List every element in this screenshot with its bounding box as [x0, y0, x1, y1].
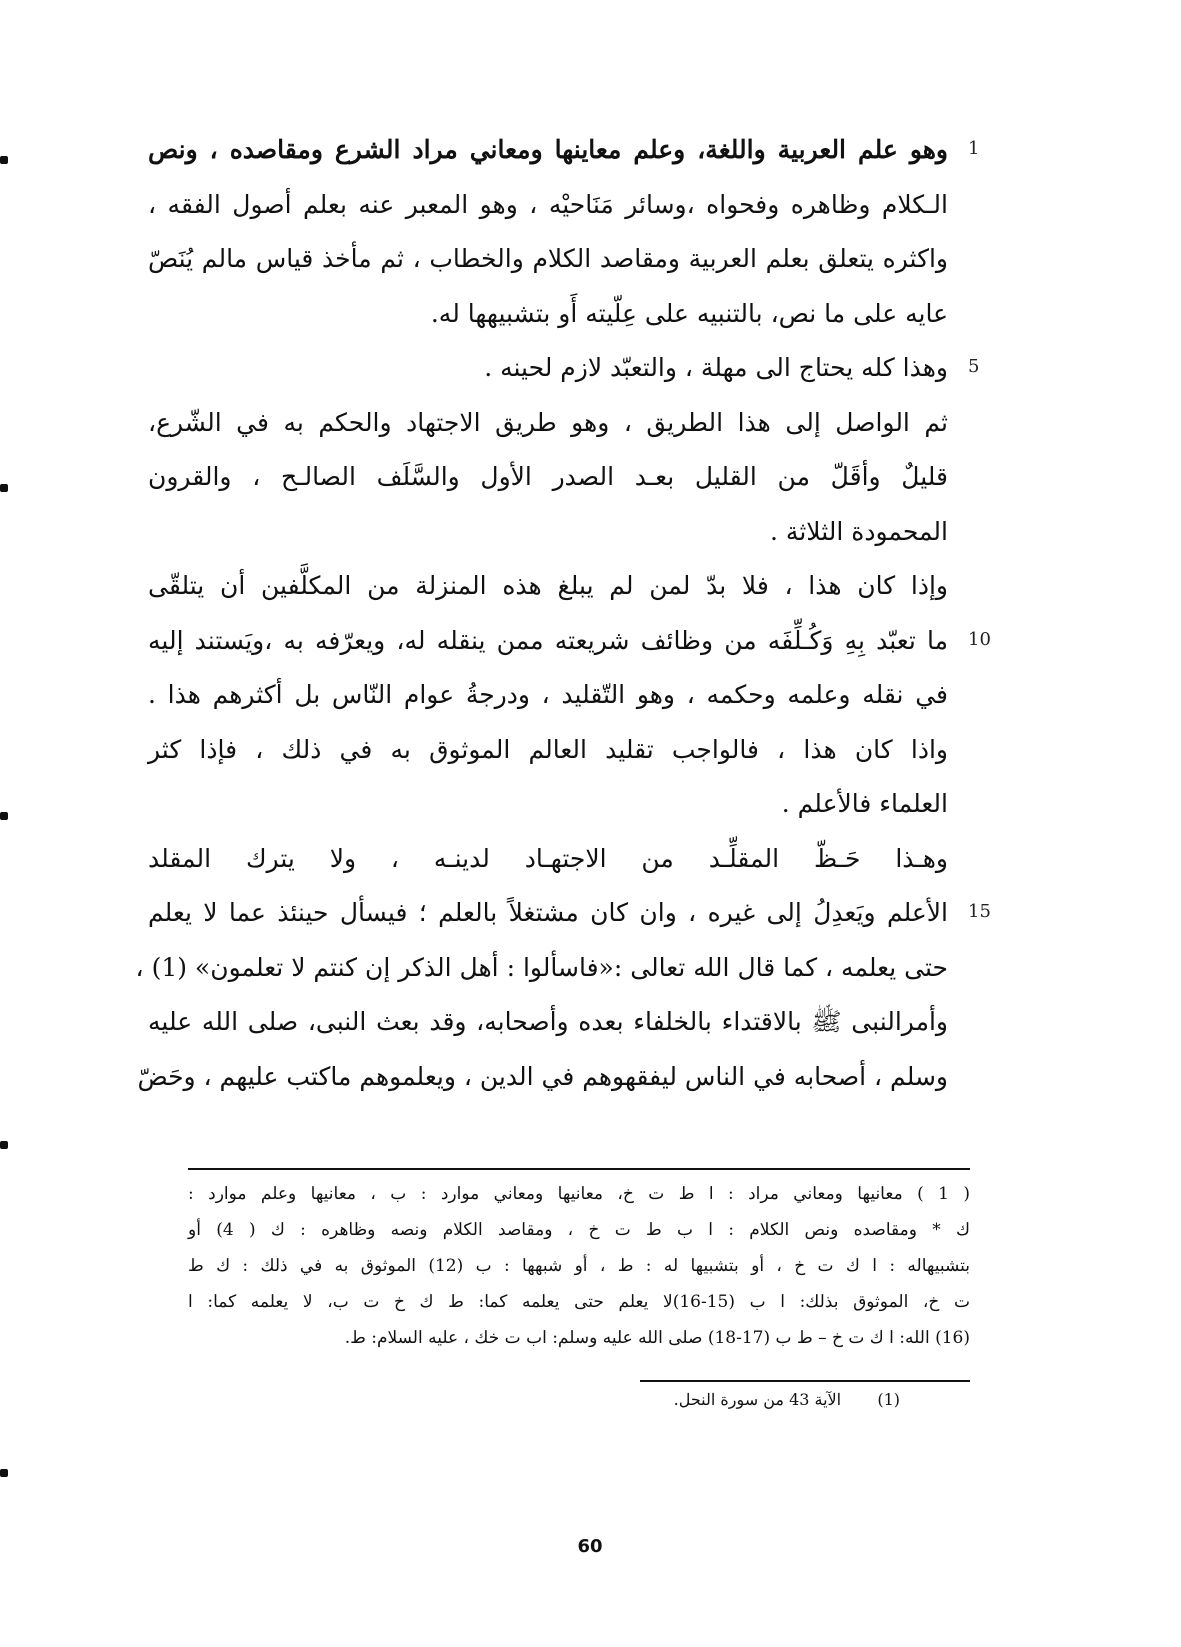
variant-note-line: بتشبيهاله : ا ك ت خ ، أو بتشبيها له : ط ، أو شبهها : ب (12) الموثوق به في ذلك : ك ط — [188, 1256, 971, 1276]
source-note-text: الآية 43 من سورة النحل. — [673, 1390, 842, 1409]
variant-note-line: ت خ، الموثوق بذلك: ا ب (15-16)لا يعلم حتى يعلمه كما: ط ك خ ت ب، لا يعلمه كما: ا — [188, 1292, 970, 1312]
text-line: وإذا كان هذا ، فلا بدّ لمن لم يبلغ هذه المنزلة من المكلَّفين أن يتلقّى — [148, 571, 948, 600]
text-line: ما تعبّد بِهِ وَكُـلِّفَه من وظائف شريعته ممن ينقله له، ويعرّفه به ،ويَستند إليه — [148, 626, 948, 655]
source-note-marker: (1) — [877, 1390, 900, 1409]
text-line: واكثره يتعلق بعلم العربية ومقاصد الكلام والخطاب ، ثم مأخذ قياس مالم يُنَصّ — [148, 244, 948, 273]
text-line: واذا كان هذا ، فالواجب تقليد العالم الموثوق به في ذلك ، فإذا كثر — [148, 735, 948, 764]
page-number: 60 — [577, 1536, 603, 1557]
text-line: حتى يعلمه ، كما قال الله تعالى :«فاسألوا : أهل الذكر إن كنتم لا تعلمون» (1) ، — [135, 953, 948, 982]
text-line: وسلم ، أصحابه في الناس ليفقهوهم في الدين ، ويعلموهم ماكتب عليهم ، وحَضّ — [137, 1062, 948, 1091]
text-line: قليلٌ وأقَلّ من القليل بعـد الصدر الأول والسَّلَف الصالـح ، والقرون — [148, 462, 948, 491]
text-line: العلماء فالأعلم . — [781, 789, 948, 818]
text-line: وأمرالنبى ﷺ بالاقتداء بالخلفاء بعده وأصحابه، وقد بعث النبى، صلى الله عليه — [148, 1007, 948, 1036]
text-line: في نقله وعلمه وحكمه ، وهو التّقليد ، ودرجةُ عوام النّاس بل أكثرهم هذا . — [148, 680, 948, 709]
footnote-separator — [188, 1168, 970, 1170]
variant-note-line: ( 1 ) معانيها ومعاني مراد : ا ط ت خ، معانيها ومعاني موارد : ب ، معانيها وعلم موارد : — [188, 1184, 970, 1204]
text-line: الأعلم ويَعدِلُ إلى غيره ، وان كان مشتغلاً بالعلم ؛ فيسأل حينئذ عما لا يعلم — [148, 898, 948, 927]
line-number: 5 — [968, 356, 980, 377]
variant-note-line: ك * ومقاصده ونص الكلام : ا ب ط ت خ ، ومقاصد الكلام ونصه وظاهره : ك ( 4) أو — [188, 1220, 971, 1240]
margin-mark — [0, 156, 8, 164]
margin-mark — [0, 1141, 8, 1149]
text-line: وهذا كله يحتاج الى مهلة ، والتعبّد لازم لحينه . — [484, 353, 948, 382]
source-note-separator — [640, 1380, 970, 1382]
margin-mark — [0, 484, 8, 492]
text-line: عايه على ما نص، بالتنبيه على عِلّيته أَو بتشبيهها له. — [430, 299, 948, 328]
text-line: ثم الواصل إلى هذا الطريق ، وهو طريق الاجتهاد والحكم به في الشّرع، — [148, 408, 948, 437]
variant-note-line: (16) الله: ا ك ت خ – ط ب (17-18) صلى الله عليه وسلم: اب ت خك ، عليه السلام: ط. — [344, 1328, 970, 1348]
text-line: وهـذا حَـظّ المقلِّـد من الاجتهـاد لدينـه ، ولا يترك المقلد — [148, 844, 948, 873]
text-line: وهو علم العربية واللغة، وعلم معاينها ومعاني مراد الشرع ومقاصده ، ونص — [148, 135, 948, 164]
margin-mark — [0, 1469, 8, 1477]
margin-mark — [0, 812, 8, 820]
line-number: 10 — [968, 629, 991, 650]
source-note — [480, 1384, 900, 1416]
line-number: 15 — [968, 901, 991, 922]
text-line: المحمودة الثلاثة . — [770, 517, 948, 546]
text-line: الـكلام وظاهره وفحواه ،وسائر مَنَاحيْه ، وهو المعبر عنه بعلم أصول الفقه ، — [148, 190, 948, 219]
line-number: 1 — [968, 138, 980, 159]
